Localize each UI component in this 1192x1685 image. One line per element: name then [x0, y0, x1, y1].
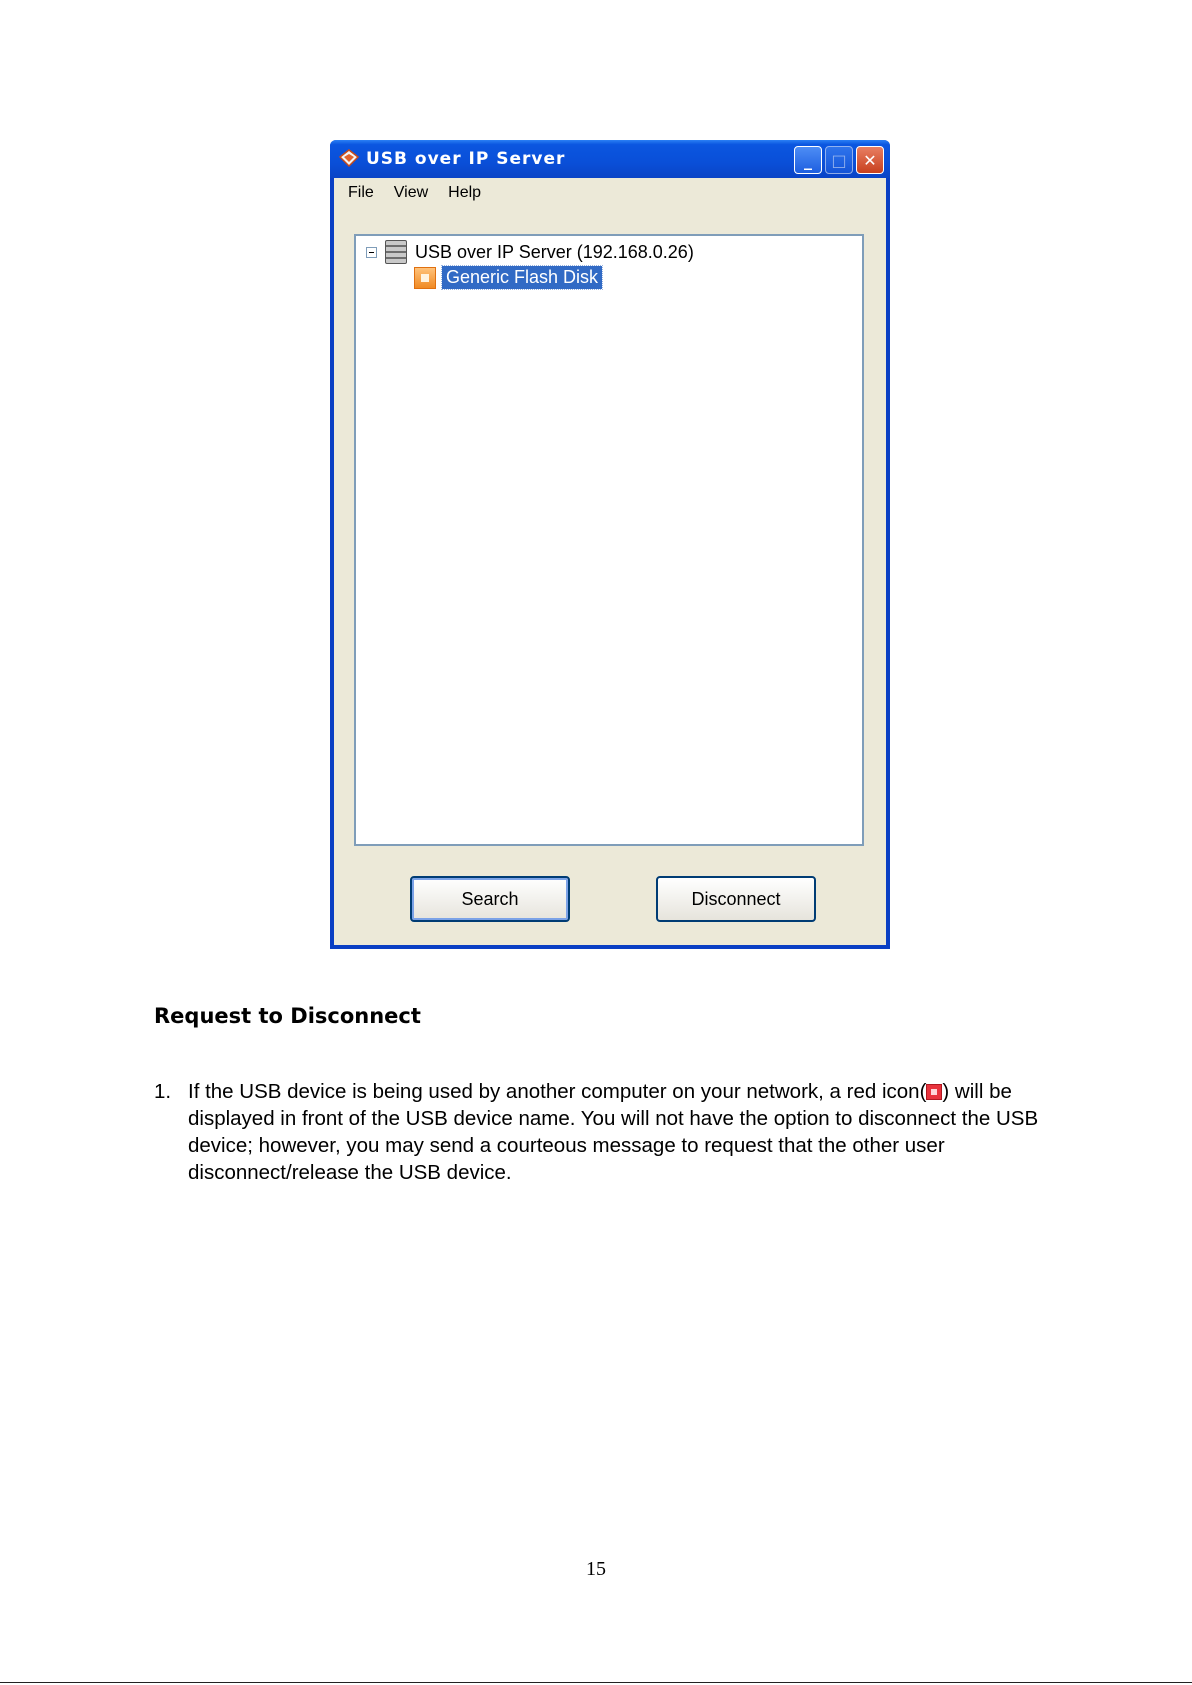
menu-bar [334, 178, 886, 208]
list-text-after: ) will be displayed in front of the USB device name. You will not have the option to disconnect the USB device; however, you may send a courteous message to request that the other user disconnect/release the USB device. [188, 1080, 1039, 1184]
list-text-before: If the USB device is being used by another computer on your network, a red icon( [188, 1080, 927, 1103]
page-number: 15 [586, 1558, 606, 1580]
server-label: USB over IP Server (192.168.0.26) [415, 241, 694, 262]
menu-view[interactable]: View [393, 184, 429, 201]
server-icon [385, 240, 407, 264]
window-controls [794, 146, 884, 174]
footer-divider [0, 1682, 1192, 1683]
search-button[interactable]: Search [410, 876, 570, 922]
section-heading: Request to Disconnect [154, 1004, 421, 1028]
tree-node-device[interactable] [414, 266, 602, 289]
app-window [330, 140, 890, 949]
list-item [154, 1078, 1074, 1186]
device-tree[interactable] [354, 234, 864, 846]
maximize-button[interactable]: □ [825, 146, 853, 174]
red-device-icon [926, 1084, 942, 1100]
disconnect-button[interactable]: Disconnect [656, 876, 816, 922]
menu-help[interactable]: Help [448, 184, 482, 201]
list-number: 1. [154, 1080, 172, 1103]
window-title: USB over IP Server [366, 149, 566, 169]
list-text [188, 1078, 1068, 1186]
title-bar[interactable] [330, 140, 890, 178]
tree-node-server[interactable] [366, 240, 694, 264]
menu-file[interactable]: File [348, 184, 374, 201]
usb-server-app-icon [338, 148, 360, 170]
device-label: Generic Flash Disk [442, 266, 602, 289]
close-button[interactable]: ✕ [856, 146, 884, 174]
collapse-minus-icon[interactable] [366, 247, 377, 258]
minimize-button[interactable]: _ [794, 146, 822, 174]
usb-device-icon [414, 267, 436, 289]
